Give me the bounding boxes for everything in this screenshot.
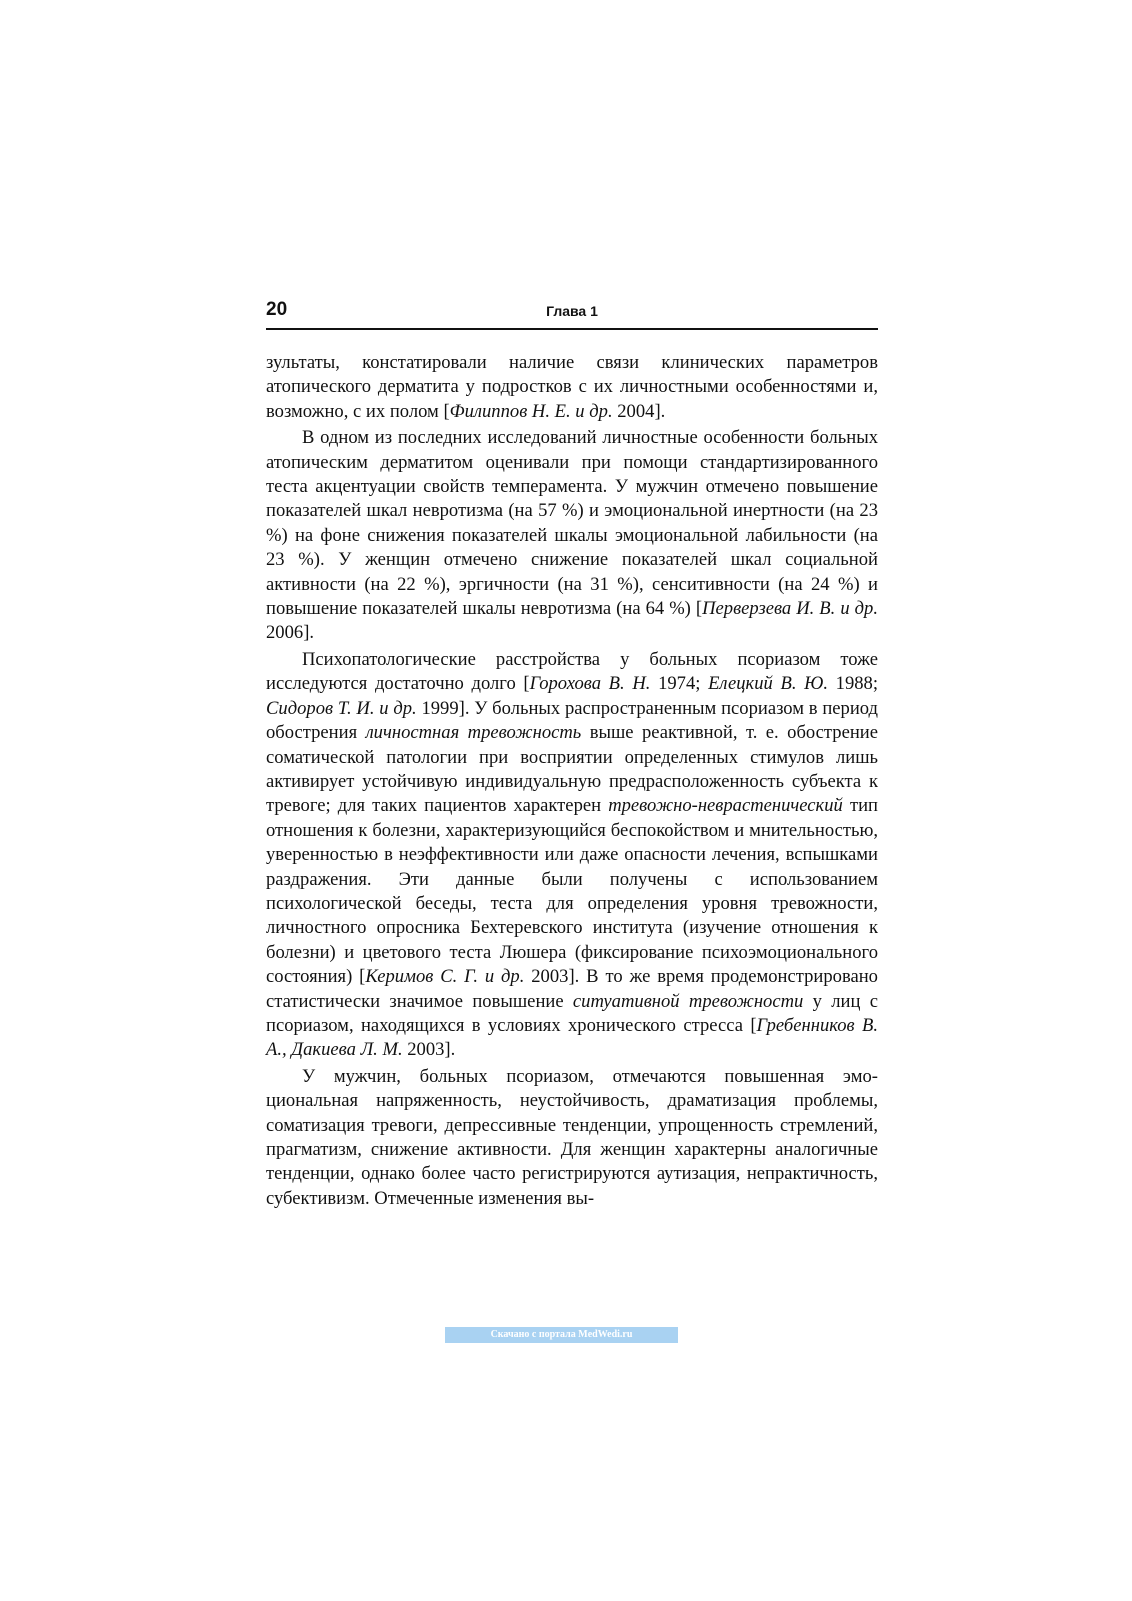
paragraph-atopic-dermatitis (266, 426, 878, 646)
text-run: 2003]. В то же время продемонстрировано статистически значимое повышение (266, 966, 878, 1012)
watermark-banner: Скачано с портала MedWedi.ru (445, 1327, 678, 1343)
text-body (266, 351, 878, 1213)
italic-text: Перверзева И. В. и др. (702, 598, 878, 620)
text-run: 2006]. (266, 622, 315, 644)
text-run: 2003]. (402, 1039, 456, 1061)
text-run: 1974; (650, 673, 709, 695)
running-header (266, 298, 878, 330)
text-run: 1999]. У больных распространенным псориазом в период обострения (266, 697, 879, 744)
text-run: 2004]. (612, 400, 666, 422)
text-run: зультаты, констатировали наличие связи клинических параметров атопического дерматита у подростков с их личностными особенностями и, возможно, с их полом [ (266, 352, 878, 422)
italic-text: Горохова В. Н. (529, 673, 651, 695)
italic-text: тревожно-неврастенический (608, 795, 843, 817)
text-run: тип отношения к болезни, характеризующийся беспокойством и мнительностью, уверенностью в неэффективности или даже опасности лечения, вспышками раздражения. Эти данные были получены с использованием психологической беседы, теста для определения уровня тревожности, личностного опросника Бехтеревского института (изучение отношения к болезни) и цветового теста Люшера (фиксирование психоэмоционального состояния) [ (266, 795, 878, 988)
text-run: у лиц с псориазом, находящихся в условиях хронического стресса [ (266, 990, 878, 1036)
italic-text: Елецкий В. Ю. (708, 673, 828, 695)
paragraph-psoriasis-disorders (266, 648, 878, 1063)
text-run: Психопатологические расстройства у больных псориазом тоже исследуются достаточно долго [ (266, 648, 878, 695)
italic-text: Сидоров Т. И. и др. (266, 697, 417, 719)
page-number: 20 (266, 299, 288, 320)
italic-text: личностная тревожность (365, 722, 582, 744)
text-run: 1988; (828, 673, 878, 695)
paragraph-psoriasis-gender (266, 1065, 878, 1211)
italic-text: Гребенников В. А., Дакиева Л. М. (266, 1014, 878, 1061)
chapter-title: Глава 1 (546, 303, 598, 319)
text-run: У мужчин, больных псориазом, отмечаются повышенная эмоциональная напряженность, неустойчивость, драматизация проблемы, соматизация тревоги, депрессивные тенденции, упрощенность стремлений, прагматизм, снижение активности. Для женщин характерны аналогичные тенденции, однако более часто регистрируются аутизация, непрактичность, субективизм. Отмеченные изменения вы- (266, 1065, 878, 1209)
paragraph-continuation (266, 351, 878, 424)
text-run: В одном из последних исследований личностные особенности больных атопическим дерматитом оценивали при помощи стандартизированного теста акцентуации свойств темперамента. У мужчин отмечено повышение показателей шкал невротизма (на 57 %) и эмоциональной инертности (на 23 %) на фоне снижения показателей шкалы эмоциональной лабильности (на 23 %). У женщин отмечено снижение показателей шкал социальной активности (на 22 %), эргичности (на 31 %), сенситивности (на 24 %) и повышение показателей шкалы невротизма (на 64 %) [ (266, 427, 878, 620)
italic-text: Филиппов Н. Е. и др. (449, 400, 613, 422)
text-run: выше реактивной, т. е. обострение соматической патологии при восприятии определенных стимулов лишь активирует устойчивую индивидуальную предрасположенность субъекта к тревоге; для таких пациентов характерен (266, 722, 878, 817)
italic-text: ситуативной тревожности (572, 990, 804, 1012)
italic-text: Керимов С. Г. и др. (365, 966, 525, 988)
